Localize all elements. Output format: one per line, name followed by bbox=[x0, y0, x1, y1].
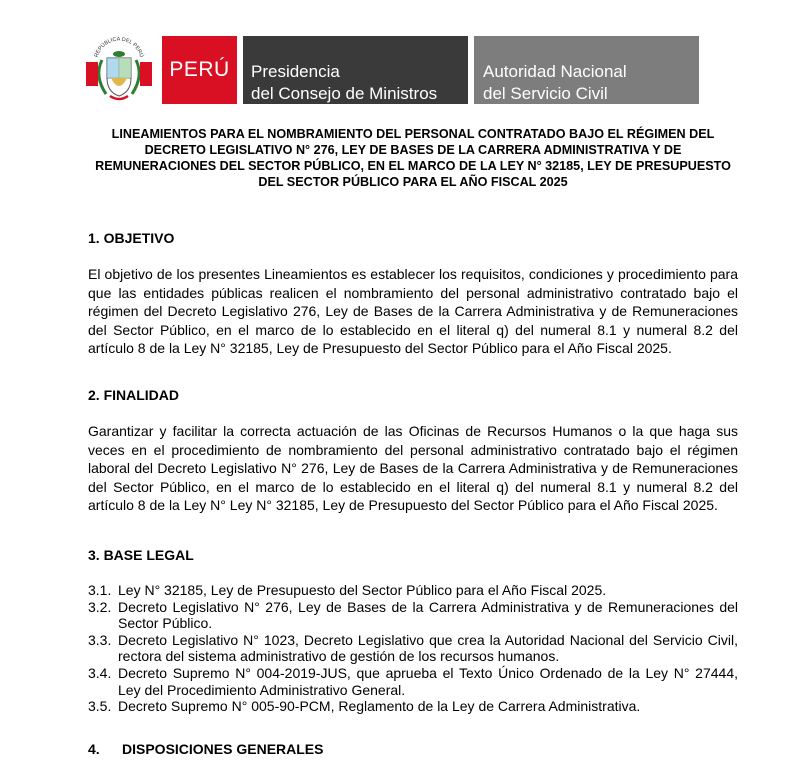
list-item bbox=[88, 582, 738, 599]
objetivo-paragraph: El objetivo de los presentes Lineamientos es establecer los requisitos, condiciones y procedimiento para que las entidades públicas realicen el nombramiento del personal administrativo contratado bajo el régimen del Decreto Legislativo 276, Ley de Bases de la Carrera Administrativa y de Remuneraciones del Sector Público, en el marco de lo establecido en el literal q) del numeral 8.1 y numeral 8.2 del artículo 8 de la Ley N° 32185, Ley de Presupuesto del Sector Público para el Año Fiscal 2025. bbox=[88, 266, 738, 356]
peru-label: PERÚ bbox=[169, 58, 230, 81]
list-item-text: Decreto Supremo N° 004-2019-JUS, que aprueba el Texto Único Ordenado de la Ley N° 27444, Ley del Procedimiento Administrativo General. bbox=[118, 664, 738, 698]
list-item-text: Decreto Legislativo N° 276, Ley de Bases de la Carrera Administrativa y de Remuneraciones del Sector Público. bbox=[118, 598, 738, 632]
pcm-line-2: del Consejo de Ministros bbox=[251, 84, 438, 103]
list-item bbox=[88, 599, 738, 632]
peru-brand-box bbox=[162, 36, 237, 104]
list-item-number: 3.2. bbox=[88, 598, 112, 615]
list-item-number: 3.1. bbox=[88, 582, 112, 598]
servir-brand-box bbox=[474, 36, 699, 104]
list-item-number: 3.5. bbox=[88, 698, 112, 715]
list-item-number: 3.4. bbox=[88, 664, 112, 681]
list-item bbox=[88, 632, 738, 665]
emblem-caption: REPÚBLICA DEL PERÚ bbox=[93, 36, 145, 59]
document-title: LINEAMIENTOS PARA EL NOMBRAMIENTO DEL PERSONAL CONTRATADO BAJO EL RÉGIMEN DEL DECRETO LEGISLATIVO N° 276, LEY DE BASES DE LA CARRERA ADMINISTRATIVA Y DE REMUNERACIONES DEL SECTOR PÚBLICO, EN EL MARCO DE LA LEY N° 32185, LEY DE PRESUPUESTO DEL SECTOR PÚBLICO PARA EL AÑO FISCAL 2025 bbox=[95, 127, 731, 189]
list-item bbox=[88, 698, 738, 715]
pcm-brand-box bbox=[243, 36, 468, 104]
list-item-number: 3.3. bbox=[88, 631, 112, 648]
section-heading-text: DISPOSICIONES GENERALES bbox=[122, 741, 324, 757]
list-item-text: Ley N° 32185, Ley de Presupuesto del Sector Público para el Año Fiscal 2025. bbox=[118, 582, 607, 598]
pcm-line-1: Presidencia bbox=[251, 62, 340, 81]
section-heading-finalidad: 2. FINALIDAD bbox=[88, 387, 179, 403]
servir-line-2: del Servicio Civil bbox=[483, 84, 608, 103]
section-heading-base-legal: 3. BASE LEGAL bbox=[88, 547, 194, 563]
section-heading-objetivo: 1. OBJETIVO bbox=[88, 230, 175, 246]
list-item-text: Decreto Legislativo N° 1023, Decreto Legislativo que crea la Autoridad Nacional del Servicio Civil, rectora del sistema administrativo de gestión de los recursos humanos. bbox=[118, 631, 738, 665]
section-number: 4. bbox=[88, 741, 100, 757]
section-heading-disposiciones bbox=[88, 741, 323, 757]
list-item bbox=[88, 665, 738, 698]
list-item-text: Decreto Supremo N° 005-90-PCM, Reglamento de la Ley de Carrera Administrativa. bbox=[118, 698, 641, 715]
coat-of-arms-icon bbox=[84, 36, 154, 104]
finalidad-paragraph: Garantizar y facilitar la correcta actuación de las Oficinas de Recursos Humanos o la que haga sus veces en el procedimiento de nombramiento del personal administrativo contratado bajo el régimen laboral del Decreto Legislativo N° 276, Ley de Bases de la Carrera Administrativa y de Remuneraciones del Sector Público, en el marco de lo establecido en el literal q) del numeral 8.1 y numeral 8.2 del artículo 8 de la Ley N° Ley N° 32185, Ley de Presupuesto del Sector Público para el Año Fiscal 2025. bbox=[88, 423, 738, 513]
servir-line-1: Autoridad Nacional bbox=[483, 62, 627, 81]
base-legal-list bbox=[88, 582, 738, 715]
